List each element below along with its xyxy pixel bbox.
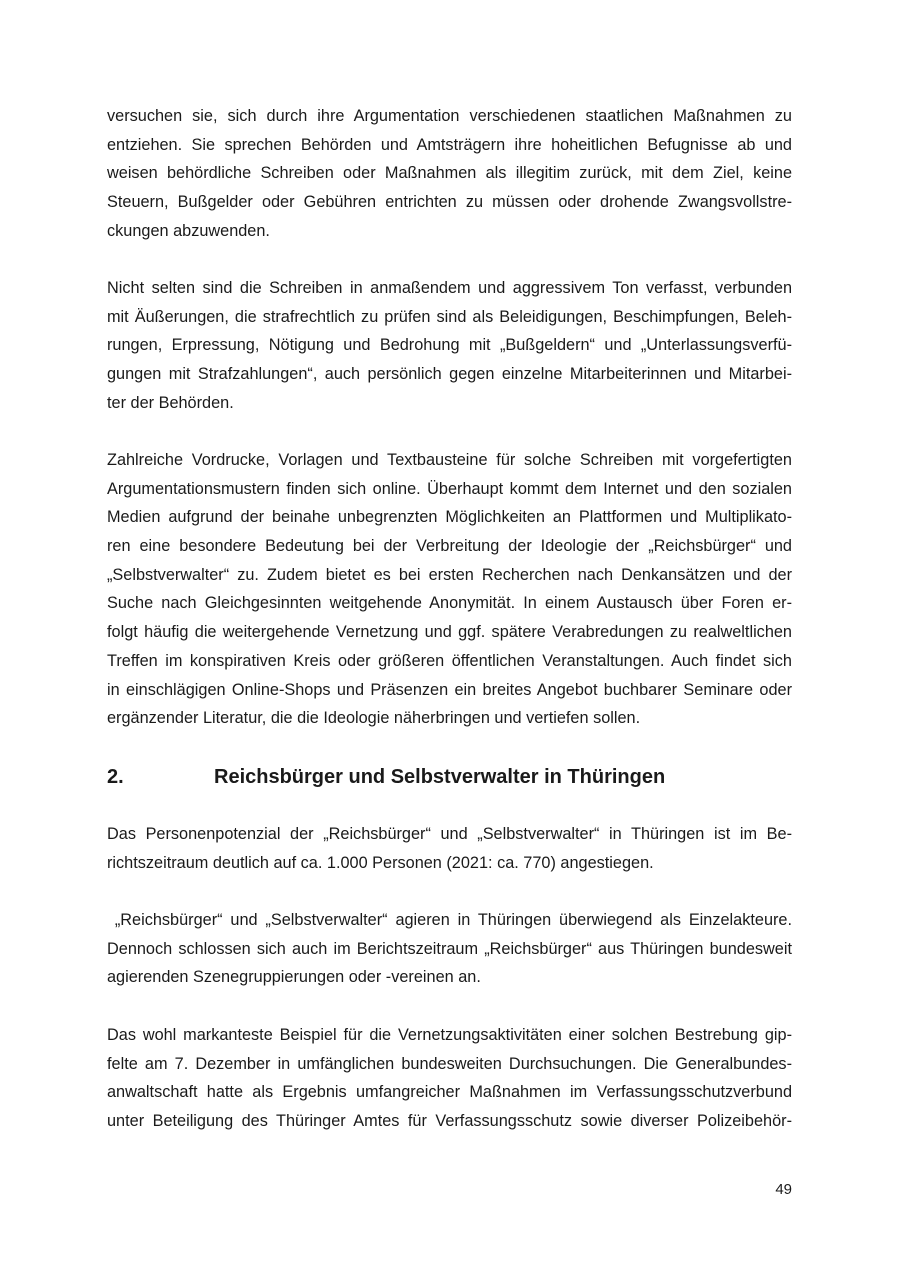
text-line: unter Beteiligung des Thüringer Amtes für Verfassungsschutz sowie diverser Polizeibehör-	[107, 1112, 792, 1131]
text-line: ter der Behörden.	[107, 393, 234, 412]
page-number: 49	[775, 1181, 792, 1198]
paragraph-1	[107, 102, 792, 245]
text-line: „Reichsbürger“ und „Selbstverwalter“ agieren in Thüringen überwiegend als Einzelakteure.	[107, 911, 792, 929]
paragraph-5	[107, 906, 792, 992]
paragraph-6	[107, 1021, 792, 1136]
text-line: in einschlägigen Online-Shops und Präsenzen ein breites Angebot buchbarer Seminare oder	[107, 680, 792, 699]
text-line: gungen mit Strafzahlungen“, auch persönlich gegen einzelne Mitarbeiterinnen und Mitarbei-	[107, 365, 792, 384]
text-line: ren eine besondere Bedeutung bei der Verbreitung der Ideologie der „Reichsbürger“ und	[107, 537, 792, 556]
text-line: versuchen sie, sich durch ihre Argumentation verschiedenen staatlichen Maßnahmen zu	[107, 107, 792, 125]
text-line: Das wohl markanteste Beispiel für die Vernetzungsaktivitäten einer solchen Bestrebung gip-	[107, 1026, 792, 1044]
text-line: „Selbstverwalter“ zu. Zudem bietet es bei ersten Recherchen nach Denkansätzen und der	[107, 565, 792, 584]
text-line: folgt häufig die weitergehende Vernetzung und ggf. spätere Verabredungen zu realweltlichen	[107, 623, 792, 642]
text-line: felte am 7. Dezember in umfänglichen bundesweiten Durchsuchungen. Die Generalbundes-	[107, 1054, 792, 1073]
text-line: Treffen im konspirativen Kreis oder größeren öffentlichen Veranstaltungen. Auch findet sich	[107, 651, 792, 670]
text-line: Suche nach Gleichgesinnten weitgehende Anonymität. In einem Austausch über Foren er-	[107, 594, 792, 613]
text-line: weisen behördliche Schreiben oder Maßnahmen als illegitim zurück, mit dem Ziel, keine	[107, 164, 792, 183]
section-heading	[107, 762, 792, 792]
text-line: rungen, Erpressung, Nötigung und Bedrohung mit „Bußgeldern“ und „Unterlassungsverfü-	[107, 336, 792, 355]
text-line: ergänzender Literatur, die die Ideologie näherbringen und vertiefen sollen.	[107, 709, 641, 728]
section-number: 2.	[107, 766, 124, 788]
text-line: Dennoch schlossen sich auch im Berichtszeitraum „Reichsbürger“ aus Thüringen bundesweit	[107, 939, 792, 958]
text-line: ckungen abzuwenden.	[107, 221, 270, 240]
text-line: Das Personenpotenzial der „Reichsbürger“ und „Selbstverwalter“ in Thüringen ist im Be-	[107, 825, 792, 843]
paragraph-2	[107, 274, 792, 417]
text-line: Zahlreiche Vordrucke, Vorlagen und Textbausteine für solche Schreiben mit vorgefertigten	[107, 451, 792, 469]
text-line: Nicht selten sind die Schreiben in anmaßendem und aggressivem Ton verfasst, verbunden	[107, 279, 792, 297]
text-line: richtszeitraum deutlich auf ca. 1.000 Personen (2021: ca. 770) angestiegen.	[107, 853, 654, 872]
paragraph-4	[107, 820, 792, 877]
text-line: agierenden Szenegruppierungen oder -vereinen an.	[107, 968, 481, 987]
text-line: Steuern, Bußgelder oder Gebühren entrichten zu müssen oder drohende Zwangsvollstre-	[107, 193, 792, 212]
text-line: anwaltschaft hatte als Ergebnis umfangreicher Maßnahmen im Verfassungsschutzverbund	[107, 1083, 792, 1102]
text-line: Medien aufgrund der beinahe unbegrenzten Möglichkeiten an Plattformen und Multiplikato-	[107, 508, 792, 527]
paragraph-3	[107, 446, 792, 733]
text-line: Argumentationsmustern finden sich online. Überhaupt kommt dem Internet und den sozialen	[107, 479, 792, 498]
text-line: entziehen. Sie sprechen Behörden und Amtsträgern ihre hoheitlichen Befugnisse ab und	[107, 135, 792, 154]
section-title: Reichsbürger und Selbstverwalter in Thüringen	[214, 766, 666, 788]
text-line: mit Äußerungen, die strafrechtlich zu prüfen sind als Beleidigungen, Beschimpfungen, Beleh-	[107, 307, 792, 326]
